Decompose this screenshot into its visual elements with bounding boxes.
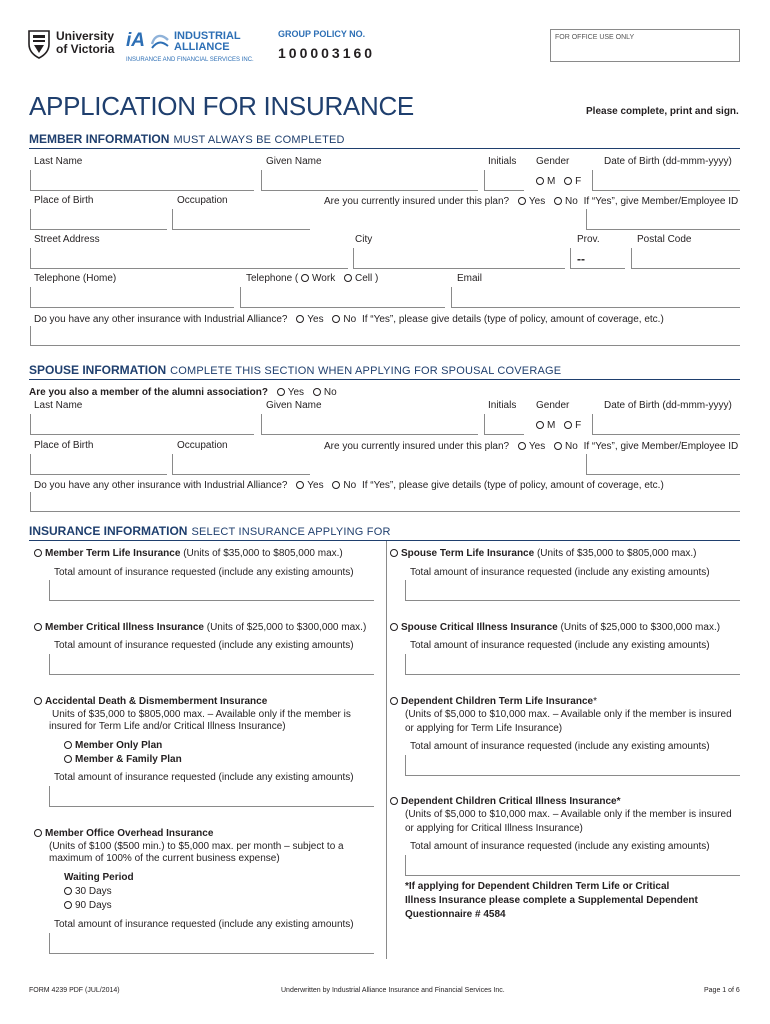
label-city: City [355, 234, 373, 245]
spouse-insured-no-radio[interactable] [554, 442, 562, 450]
label-place-of-birth: Place of Birth [34, 195, 94, 206]
insured-followup: If “Yes”, give Member/Employee ID [583, 196, 739, 207]
spouse-insured-yes-radio[interactable] [518, 442, 526, 450]
tel-work-label: Work [312, 273, 336, 284]
note-line1: *If applying for Dependent Children Term Life or Critical [405, 881, 670, 892]
add-radio[interactable] [34, 697, 42, 705]
spouse-insured-no-label: No [565, 441, 578, 452]
member-only-option [64, 740, 162, 752]
ia-mark-icon: iA [126, 30, 170, 52]
ia-line1: INDUSTRIAL [174, 30, 241, 42]
overhead-option [34, 828, 213, 840]
spouse-insured-question-text: Are you currently insured under this plan? [324, 441, 510, 452]
initials-input[interactable] [484, 170, 524, 191]
spouse-other-insurance-question [34, 480, 664, 492]
label-given-name: Given Name [266, 156, 322, 167]
dep-term-life-amount-input[interactable] [405, 755, 740, 776]
member-id-input[interactable] [586, 209, 740, 230]
ia-logo [126, 28, 261, 66]
add-option [34, 696, 267, 708]
place-of-birth-input[interactable] [30, 209, 167, 230]
insured-yes-label: Yes [528, 196, 546, 207]
member-heading: MEMBER INFORMATION [29, 132, 170, 146]
dep-ci-radio[interactable] [390, 797, 398, 805]
member-term-life-amount-label: Total amount of insurance requested (include any existing amounts) [54, 567, 354, 578]
dep-ci-desc2: or applying for Critical Illness Insurance) [405, 823, 583, 834]
page-title: APPLICATION FOR INSURANCE [29, 91, 414, 121]
alumni-yes-radio[interactable] [277, 388, 285, 396]
other-insurance-no-label: No [343, 314, 357, 325]
prov-value: -- [577, 252, 585, 266]
spouse-other-insurance-followup: If “Yes”, please give details (type of policy, amount of coverage, etc.) [361, 480, 664, 491]
spouse-insured-followup: If “Yes”, give Member/Employee ID [583, 441, 739, 452]
label-occupation: Occupation [177, 195, 228, 206]
spouse-term-life-label: Spouse Term Life Insurance [401, 548, 535, 559]
member-ci-units: (Units of $25,000 to $300,000 max.) [206, 622, 367, 633]
member-subheading: MUST ALWAYS BE COMPLETED [173, 134, 345, 146]
overhead-amount-input[interactable] [49, 933, 374, 954]
spouse-gender-m-radio[interactable] [536, 421, 544, 429]
insurance-subheading: SELECT INSURANCE APPLYING FOR [191, 526, 391, 538]
other-insurance-question [34, 314, 664, 326]
label-prov: Prov. [577, 234, 600, 245]
add-label: Accidental Death & Dismemberment Insurance [45, 696, 268, 707]
member-family-option [64, 754, 182, 766]
spouse-label-occupation: Occupation [177, 440, 228, 451]
add-desc2: insured for Term Life and/or Critical Illness Insurance) [49, 721, 286, 732]
spouse-term-life-radio[interactable] [390, 549, 398, 557]
office-use-box [550, 29, 740, 62]
spouse-dob-input[interactable] [592, 414, 740, 435]
dep-term-life-radio[interactable] [390, 697, 398, 705]
add-amount-input[interactable] [49, 786, 374, 807]
city-input[interactable] [353, 248, 565, 269]
insurance-heading: INSURANCE INFORMATION [29, 524, 188, 538]
member-section-heading [29, 132, 345, 146]
column-divider [386, 541, 387, 959]
ia-line2: ALLIANCE [174, 41, 230, 53]
note-line3: Questionnaire # 4584 [405, 909, 506, 920]
alumni-question [29, 387, 337, 399]
label-dob: Date of Birth (dd-mmm-yyyy) [604, 156, 732, 167]
spouse-term-life-option [390, 548, 697, 560]
spouse-term-life-units: (Units of $35,000 to $805,000 max.) [536, 548, 697, 559]
spouse-member-id-input[interactable] [586, 454, 740, 475]
member-term-life-amount-input[interactable] [49, 580, 374, 601]
instruction: Please complete, print and sign. [586, 106, 739, 117]
spouse-divider [29, 379, 740, 380]
spouse-last-name-input[interactable] [30, 414, 254, 435]
spouse-ci-label: Spouse Critical Illness Insurance [401, 622, 558, 633]
alumni-no-radio[interactable] [313, 388, 321, 396]
tel-work-radio[interactable] [301, 274, 309, 282]
dep-ci-label: Dependent Children Critical Illness Insurance* [401, 796, 621, 807]
other-insurance-yes-radio[interactable] [296, 315, 304, 323]
spouse-ci-radio[interactable] [390, 623, 398, 631]
label-last-name: Last Name [34, 156, 83, 167]
spouse-gender-f-label: F [575, 420, 582, 431]
dep-ci-desc1: (Units of $5,000 to $10,000 max. – Available only if the member is insured [405, 809, 732, 820]
gender-f-label: F [575, 176, 582, 187]
spouse-other-insurance-yes-label: Yes [307, 480, 324, 491]
spouse-ci-units: (Units of $25,000 to $300,000 max.) [560, 622, 721, 633]
spouse-label-initials: Initials [488, 400, 517, 411]
member-ci-amount-label: Total amount of insurance requested (include any existing amounts) [54, 640, 354, 651]
spouse-gender-m-label: M [547, 420, 556, 431]
label-email: Email [457, 273, 483, 284]
member-ci-option [34, 622, 366, 634]
spouse-initials-input[interactable] [484, 414, 524, 435]
days30-radio[interactable] [64, 887, 72, 895]
member-term-life-radio[interactable] [34, 549, 42, 557]
days90-option [64, 900, 112, 912]
member-term-life-units: (Units of $35,000 to $805,000 max.) [183, 548, 343, 559]
insurance-divider [29, 540, 740, 541]
member-ci-radio[interactable] [34, 623, 42, 631]
tel-home-input[interactable] [30, 287, 234, 308]
office-use-label: FOR OFFICE USE ONLY [555, 34, 635, 41]
dep-term-life-desc1: (Units of $5,000 to $10,000 max. – Available only if the member is insured [405, 709, 732, 720]
underwritten-by: Underwritten by Industrial Alliance Insurance and Financial Services Inc. [281, 987, 505, 994]
member-only-label: Member Only Plan [75, 740, 163, 751]
dep-term-life-desc2: or applying for Term Life Insurance) [405, 723, 563, 734]
spouse-label-gender: Gender [536, 400, 570, 411]
other-insurance-details-input[interactable] [30, 326, 740, 346]
spouse-other-insurance-no-label: No [343, 480, 357, 491]
last-name-input[interactable] [30, 170, 254, 191]
spouse-term-life-amount-input[interactable] [405, 580, 740, 601]
days90-label: 90 Days [75, 900, 112, 911]
dep-ci-amount-label: Total amount of insurance requested (include any existing amounts) [410, 841, 710, 852]
dep-ci-amount-input[interactable] [405, 855, 740, 876]
uvic-logo [28, 28, 118, 62]
days90-radio[interactable] [64, 901, 72, 909]
label-street: Street Address [34, 234, 100, 245]
alumni-yes-label: Yes [287, 387, 305, 398]
spouse-ci-amount-input[interactable] [405, 654, 740, 675]
gender-f-radio[interactable] [564, 177, 572, 185]
tel-other-input[interactable] [240, 287, 445, 308]
member-term-life-option [34, 548, 343, 560]
spouse-gender-radio-group [536, 420, 581, 432]
insured-no-radio[interactable] [554, 197, 562, 205]
spouse-subheading: COMPLETE THIS SECTION WHEN APPLYING FOR SPOUSAL COVERAGE [170, 365, 562, 377]
other-insurance-yes-label: Yes [307, 314, 324, 325]
member-only-radio[interactable] [64, 741, 72, 749]
other-insurance-followup: If “Yes”, please give details (type of policy, amount of coverage, etc.) [361, 314, 664, 325]
gender-m-radio[interactable] [536, 177, 544, 185]
spouse-occupation-input[interactable] [172, 454, 310, 475]
uvic-line1: University [56, 29, 115, 43]
member-family-radio[interactable] [64, 755, 72, 763]
insured-question [324, 196, 738, 208]
waiting-period-label: Waiting Period [64, 872, 134, 883]
spouse-other-insurance-text: Do you have any other insurance with Industrial Alliance? [34, 480, 288, 491]
spouse-other-insurance-no-radio[interactable] [332, 481, 340, 489]
group-policy-number: 100003160 [278, 45, 376, 61]
spouse-label-given-name: Given Name [266, 400, 322, 411]
tel-cell-label: Cell ) [354, 273, 379, 284]
tel-prefix: Telephone ( [246, 273, 299, 284]
overhead-radio[interactable] [34, 829, 42, 837]
member-ci-amount-input[interactable] [49, 654, 374, 675]
spouse-heading: SPOUSE INFORMATION [29, 363, 167, 377]
insured-no-label: No [565, 196, 578, 207]
uvic-line2: of Victoria [56, 42, 115, 56]
tel-cell-radio[interactable] [344, 274, 352, 282]
spouse-term-life-amount-label: Total amount of insurance requested (include any existing amounts) [410, 567, 710, 578]
spouse-insured-question [324, 441, 738, 453]
email-input[interactable] [451, 287, 740, 308]
insured-question-text: Are you currently insured under this plan? [324, 196, 510, 207]
label-tel-home: Telephone (Home) [34, 273, 117, 284]
add-desc1: Units of $35,000 to $805,000 max. – Available only if the member is [52, 709, 351, 720]
dep-term-life-star: * [593, 696, 597, 707]
alumni-question-text: Are you also a member of the alumni association? [29, 387, 268, 398]
label-gender: Gender [536, 156, 570, 167]
insurance-section-heading [29, 524, 391, 538]
days30-label: 30 Days [75, 886, 112, 897]
note-line2: Illness Insurance please complete a Supplemental Dependent [405, 895, 698, 906]
given-name-input[interactable] [261, 170, 478, 191]
spouse-gender-f-radio[interactable] [564, 421, 572, 429]
spouse-other-insurance-yes-radio[interactable] [296, 481, 304, 489]
other-insurance-text: Do you have any other insurance with Industrial Alliance? [34, 314, 288, 325]
overhead-amount-label: Total amount of insurance requested (include any existing amounts) [54, 919, 354, 930]
overhead-desc1: (Units of $100 ($500 min.) to $5,000 max. per month – subject to a [49, 841, 344, 852]
occupation-input[interactable] [172, 209, 310, 230]
add-amount-label: Total amount of insurance requested (include any existing amounts) [54, 772, 354, 783]
overhead-label: Member Office Overhead Insurance [45, 828, 214, 839]
spouse-other-insurance-details-input[interactable] [30, 492, 740, 512]
spouse-label-last-name: Last Name [34, 400, 83, 411]
label-tel-other [246, 273, 378, 285]
alumni-no-label: No [323, 387, 337, 398]
dep-term-life-label: Dependent Children Term Life Insurance [401, 696, 594, 707]
member-ci-label: Member Critical Illness Insurance [45, 622, 204, 633]
spouse-ci-amount-label: Total amount of insurance requested (include any existing amounts) [410, 640, 710, 651]
street-input[interactable] [30, 248, 348, 269]
spouse-label-place-of-birth: Place of Birth [34, 440, 94, 451]
prov-select[interactable] [570, 248, 625, 269]
ia-line3: INSURANCE AND FINANCIAL SERVICES INC. [126, 57, 254, 63]
group-policy-label: GROUP POLICY NO. [278, 29, 366, 39]
dep-term-life-option [390, 696, 597, 708]
spouse-section-heading [29, 363, 561, 377]
form-id: FORM 4239 PDF (JUL/2014) [29, 987, 120, 994]
spouse-ci-option [390, 622, 720, 634]
spouse-given-name-input[interactable] [261, 414, 478, 435]
page-number: Page 1 of 6 [704, 987, 740, 994]
member-family-label: Member & Family Plan [75, 754, 182, 765]
postal-input[interactable] [631, 248, 740, 269]
uvic-crest-icon [28, 29, 50, 59]
insured-yes-radio[interactable] [518, 197, 526, 205]
label-initials: Initials [488, 156, 517, 167]
dob-input[interactable] [592, 170, 740, 191]
spouse-place-of-birth-input[interactable] [30, 454, 167, 475]
gender-m-label: M [547, 176, 556, 187]
other-insurance-no-radio[interactable] [332, 315, 340, 323]
spouse-label-dob: Date of Birth (dd-mmm-yyyy) [604, 400, 732, 411]
dep-ci-option [390, 796, 621, 808]
label-postal: Postal Code [637, 234, 692, 245]
member-divider [29, 148, 740, 149]
member-term-life-label: Member Term Life Insurance [45, 548, 181, 559]
overhead-desc2: maximum of 100% of the current business expense) [49, 853, 280, 864]
days30-option [64, 886, 112, 898]
dep-term-life-amount-label: Total amount of insurance requested (include any existing amounts) [410, 741, 710, 752]
spouse-insured-yes-label: Yes [528, 441, 546, 452]
gender-radio-group [536, 176, 581, 188]
